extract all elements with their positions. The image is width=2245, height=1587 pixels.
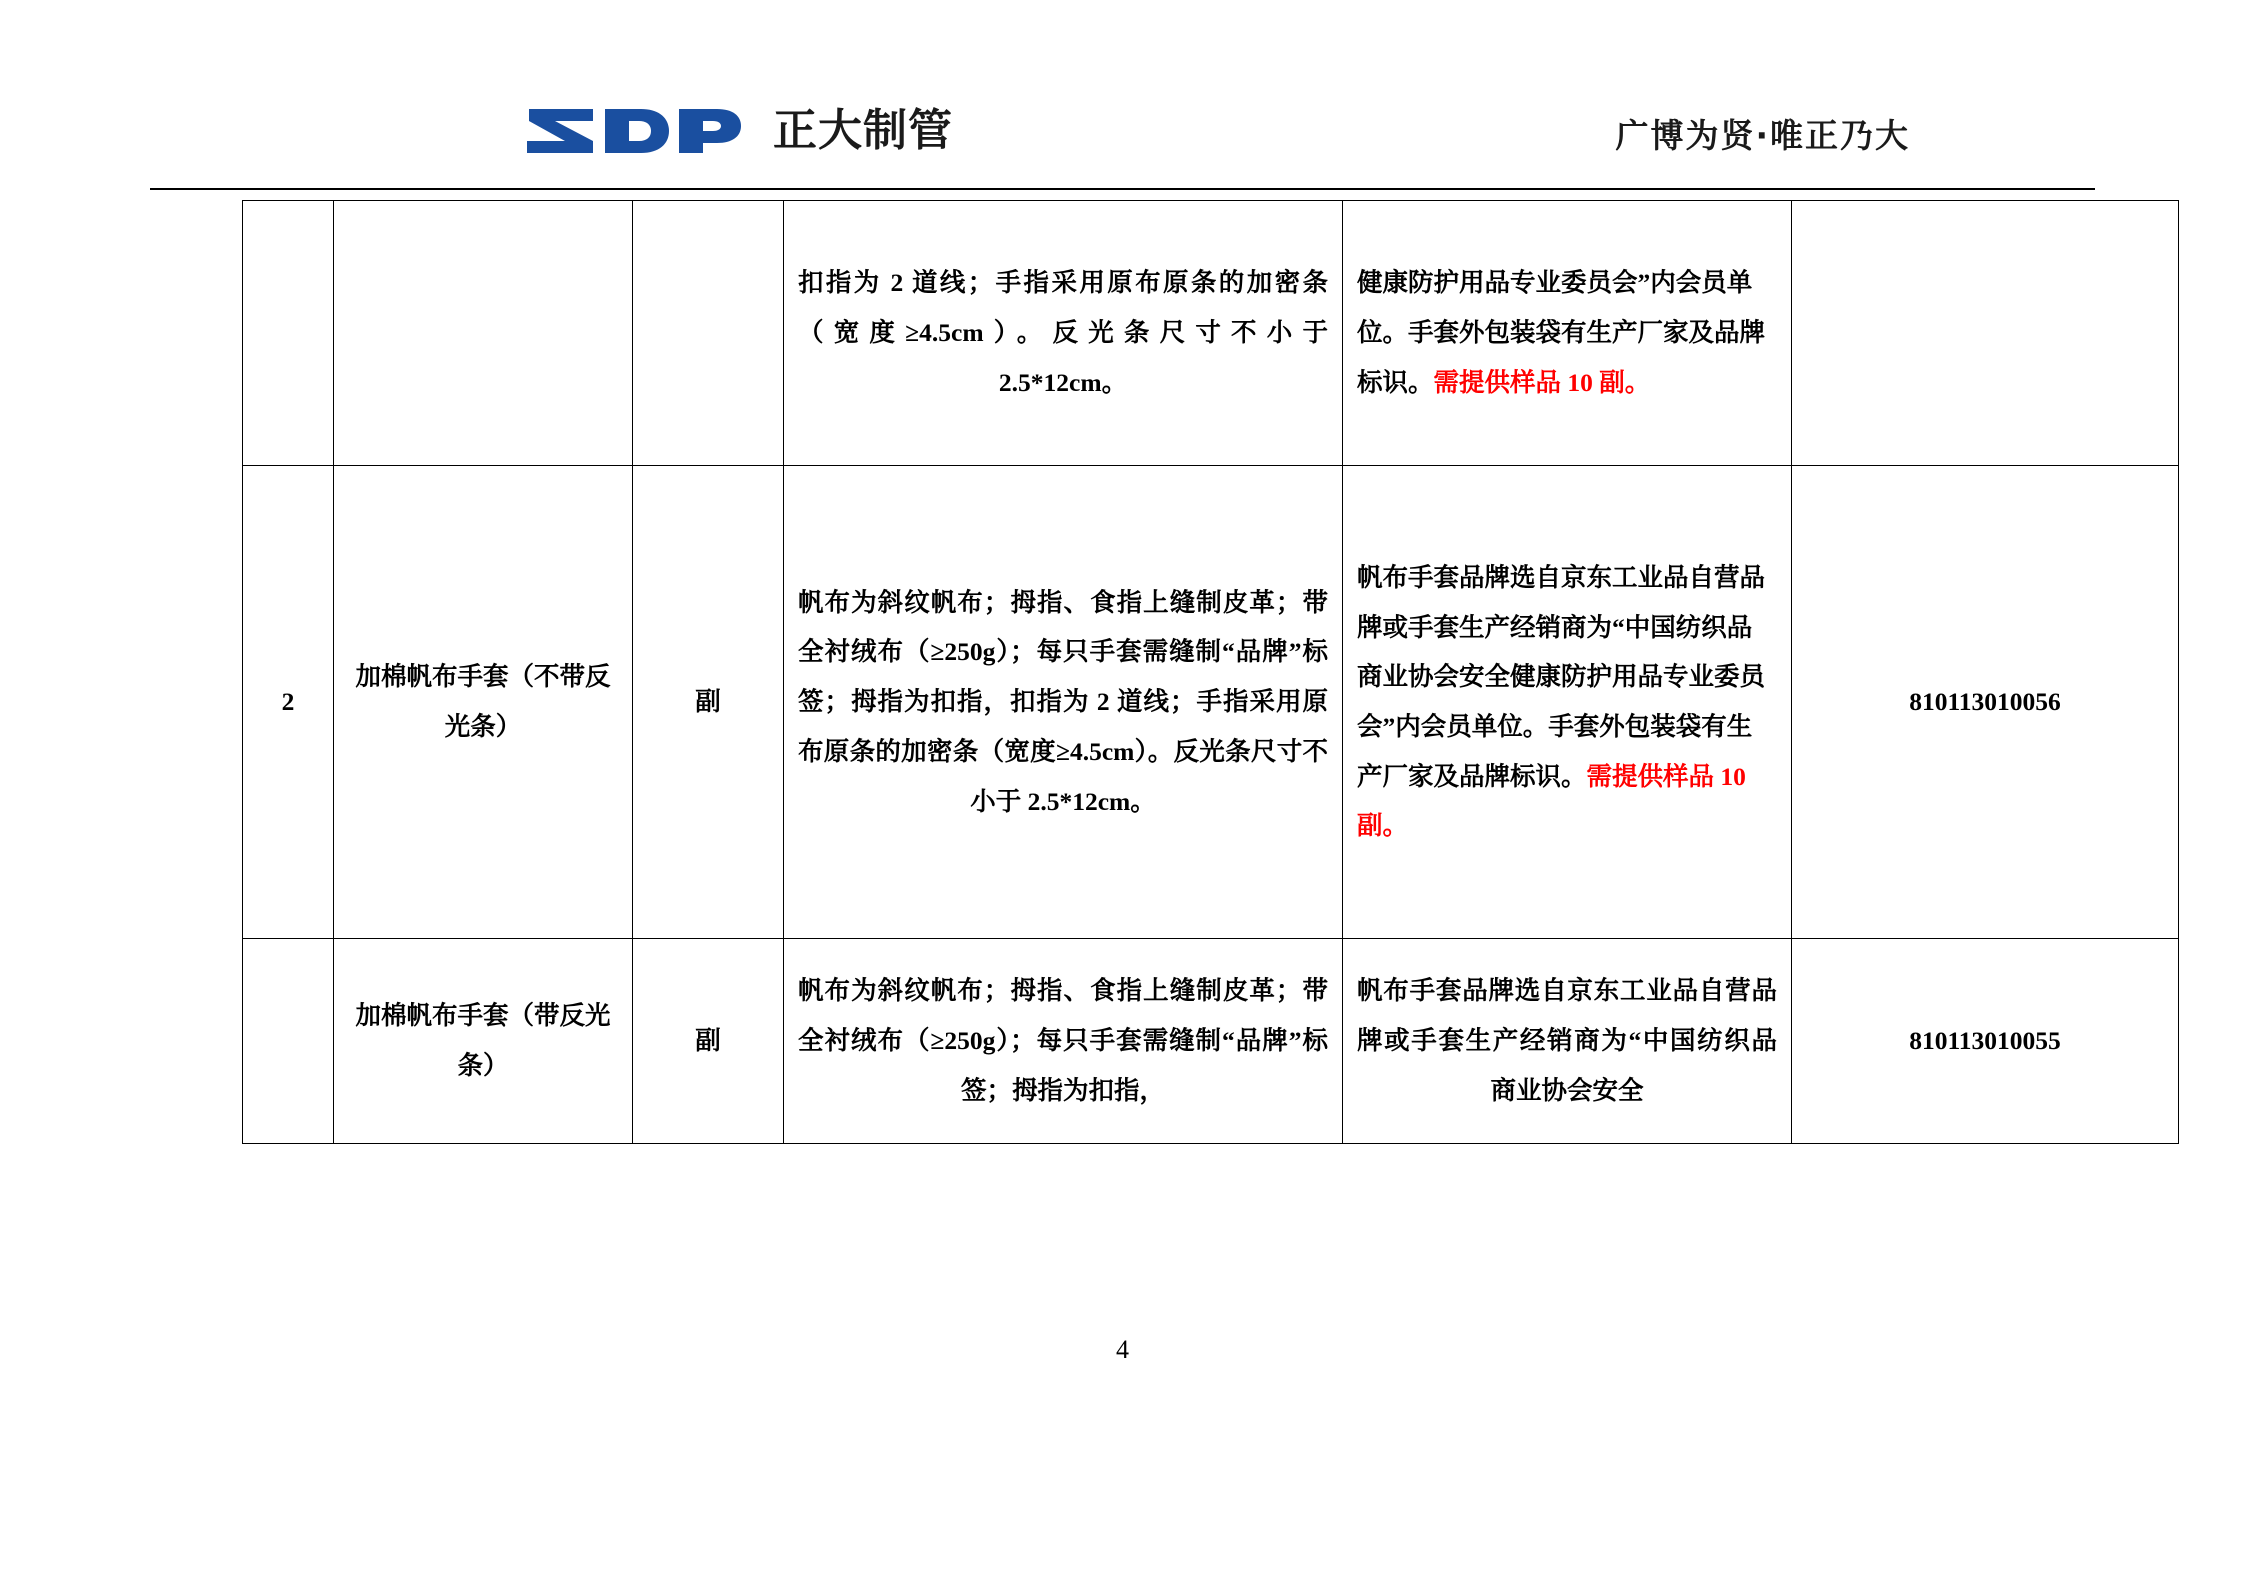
cell-unit: 副 [633,466,784,939]
table-row [243,939,2179,1144]
cell-name: 加棉帆布手套（带反光条） [334,939,633,1144]
cell-brand-text: 帆布手套品牌选自京东工业品自营品牌或手套生产经销商为“中国纺织品商业协会安全健康防护用品专业委员会”内会员单位。手套外包装袋有生产厂家及品牌标识。 [1357,562,1766,791]
cell-code: 810113010056 [1792,466,2179,939]
cell-brand-text: 健康防护用品专业委员会”内会员单位。手套外包装袋有生产厂家及品牌标识。 [1357,268,1766,397]
cell-brand-note: 需提供样品 10 副。 [1433,367,1651,397]
cell-brand: 帆布手套品牌选自京东工业品自营品牌或手套生产经销商为“中国纺织品商业协会安全 [1343,939,1792,1144]
cell-code [1792,201,2179,466]
cell-brand [1343,201,1792,466]
cell-unit: 副 [633,939,784,1144]
cell-spec: 帆布为斜纹帆布；拇指、食指上缝制皮革；带全衬绒布（≥250g）；每只手套需缝制“品牌”标签；拇指为扣指， [784,939,1343,1144]
cell-no: 2 [243,466,334,939]
cell-spec: 扣指为 2 道线；手指采用原布原条的加密条（宽度≥4.5cm）。反光条尺寸不小于 2.5*12cm。 [784,201,1343,466]
zdp-logo-icon [525,106,755,156]
header-divider [150,188,2095,190]
company-name-cn: 正大制管 [773,105,953,156]
company-logo [525,100,953,162]
cell-brand-note: 需提供样品 10 副。 [1357,761,1746,841]
table-row [243,466,2179,939]
page-number: 4 [1116,1335,1129,1364]
cell-spec: 帆布为斜纹帆布；拇指、食指上缝制皮革；带全衬绒布（≥250g）；每只手套需缝制“品牌”标签；拇指为扣指，扣指为 2 道线；手指采用原布原条的加密条（宽度≥4.5cm）。反光条尺寸不小于 2.5*12cm。 [784,466,1343,939]
table-row [243,201,2179,466]
cell-name [334,201,633,466]
company-slogan: 广博为贤·唯正乃大 [1615,116,1910,155]
cell-code: 810113010055 [1792,939,2179,1144]
specification-table [242,200,2179,1144]
cell-no [243,201,334,466]
cell-name: 加棉帆布手套（不带反光条） [334,466,633,939]
document-header [150,100,2095,192]
cell-brand [1343,466,1792,939]
cell-unit [633,201,784,466]
cell-no [243,939,334,1144]
